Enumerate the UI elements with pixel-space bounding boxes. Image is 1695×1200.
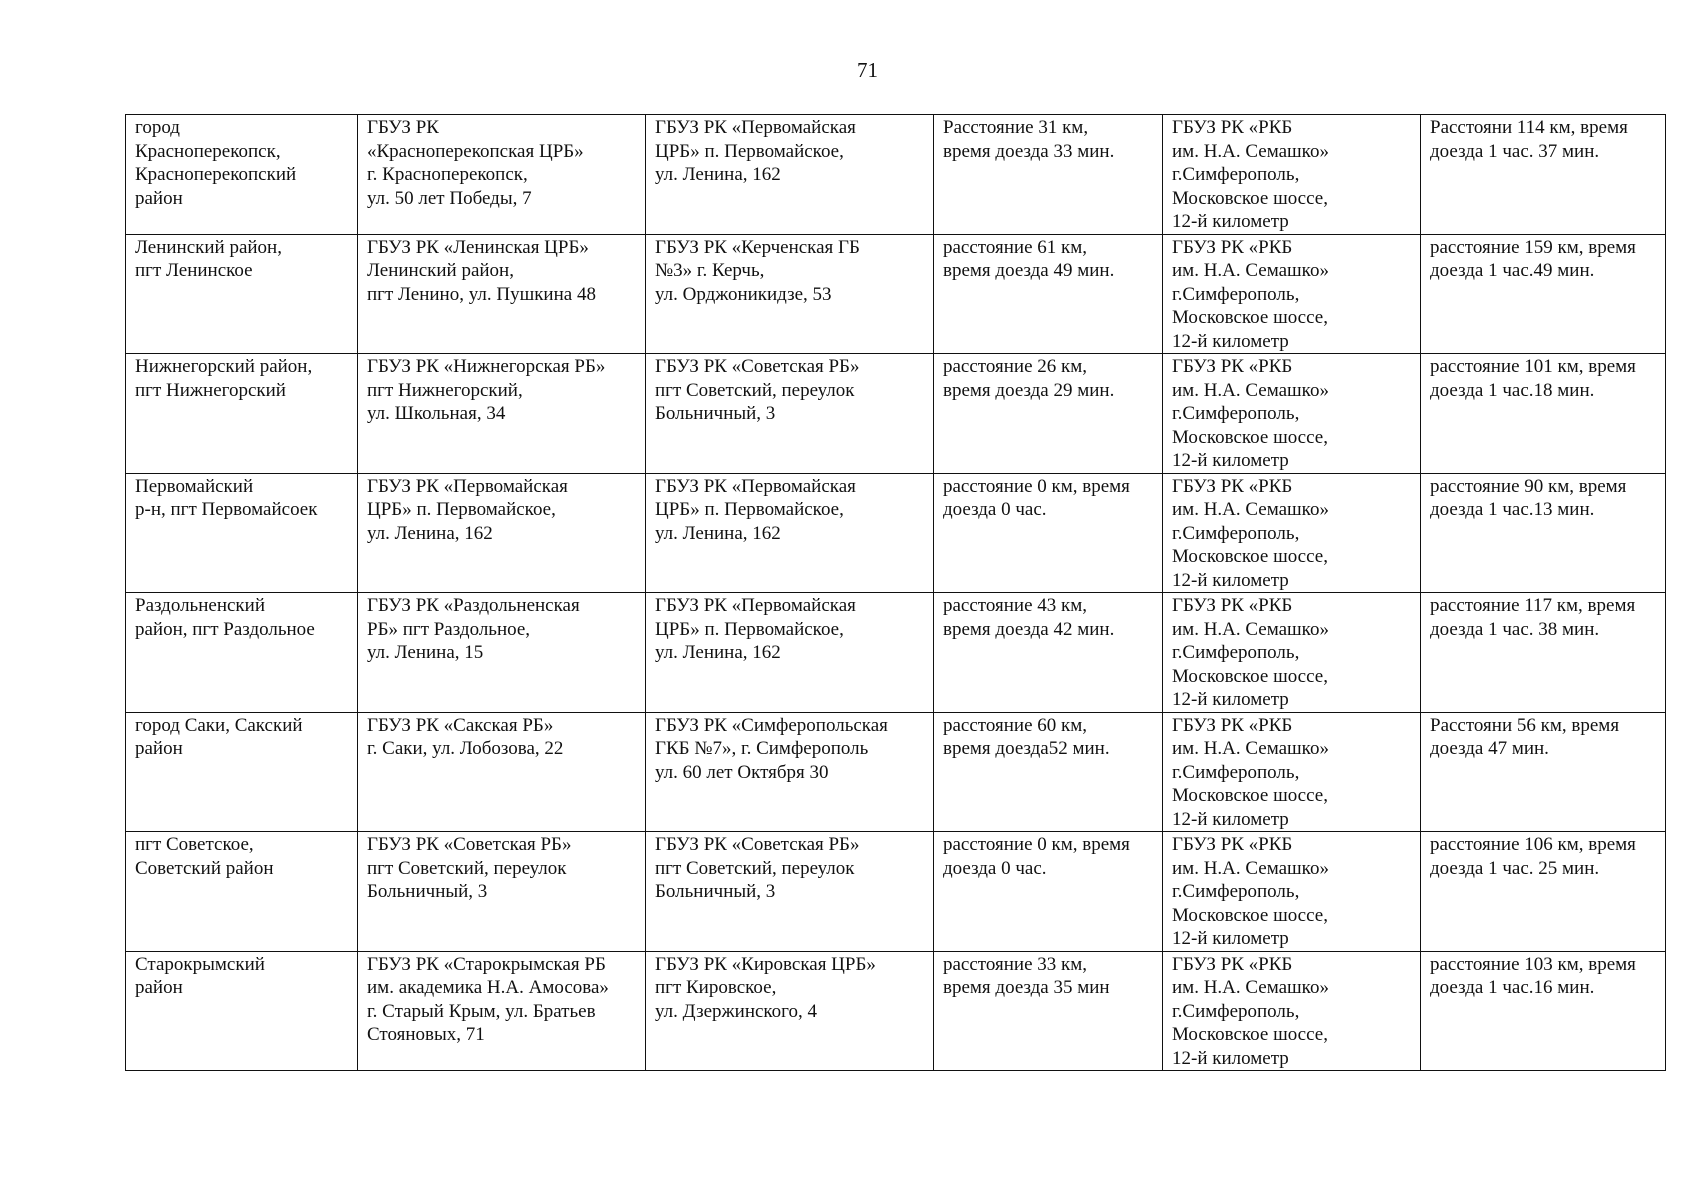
cell-territory: Нижнегорский район, пгт Нижнегорский [126, 354, 358, 474]
routing-table [125, 114, 1666, 1071]
table-row [126, 593, 1666, 713]
cell-local-facility: ГБУЗ РК «Сакская РБ» г. Саки, ул. Лобозова, 22 [358, 712, 646, 832]
cell-republican-facility: ГБУЗ РК «РКБ им. Н.А. Семашко» г.Симферополь, Московское шоссе, 12-й километр [1163, 951, 1421, 1071]
cell-republican-facility: ГБУЗ РК «РКБ им. Н.А. Семашко» г.Симферополь, Московское шоссе, 12-й километр [1163, 712, 1421, 832]
cell-territory: город Саки, Сакский район [126, 712, 358, 832]
cell-territory: Старокрымский район [126, 951, 358, 1071]
cell-territory: Раздольненский район, пгт Раздольное [126, 593, 358, 713]
cell-interdistrict-distance: Расстояние 31 км, время доезда 33 мин. [934, 115, 1163, 235]
cell-local-facility: ГБУЗ РК «Ленинская ЦРБ» Ленинский район, пгт Ленино, ул. Пушкина 48 [358, 234, 646, 354]
cell-interdistrict-facility: ГБУЗ РК «Первомайская ЦРБ» п. Первомайское, ул. Ленина, 162 [646, 115, 934, 235]
cell-territory: пгт Советское, Советский район [126, 832, 358, 952]
table-row [126, 115, 1666, 235]
cell-interdistrict-facility: ГБУЗ РК «Советская РБ» пгт Советский, переулок Больничный, 3 [646, 832, 934, 952]
cell-interdistrict-facility: ГБУЗ РК «Первомайская ЦРБ» п. Первомайское, ул. Ленина, 162 [646, 473, 934, 593]
table-row [126, 712, 1666, 832]
cell-republican-distance: расстояние 103 км, время доезда 1 час.16 мин. [1421, 951, 1666, 1071]
cell-local-facility: ГБУЗ РК «Старокрымская РБ им. академика Н.А. Амосова» г. Старый Крым, ул. Братьев Стояновых, 71 [358, 951, 646, 1071]
cell-interdistrict-facility: ГБУЗ РК «Кировская ЦРБ» пгт Кировское, ул. Дзержинского, 4 [646, 951, 934, 1071]
table-row [126, 354, 1666, 474]
cell-republican-distance: расстояние 117 км, время доезда 1 час. 38 мин. [1421, 593, 1666, 713]
cell-local-facility: ГБУЗ РК «Красноперекопская ЦРБ» г. Красноперекопск, ул. 50 лет Победы, 7 [358, 115, 646, 235]
cell-territory: город Красноперекопск, Красноперекопский район [126, 115, 358, 235]
cell-republican-facility: ГБУЗ РК «РКБ им. Н.А. Семашко» г.Симферополь, Московское шоссе, 12-й километр [1163, 832, 1421, 952]
cell-interdistrict-distance: расстояние 43 км, время доезда 42 мин. [934, 593, 1163, 713]
cell-republican-distance: расстояние 101 км, время доезда 1 час.18 мин. [1421, 354, 1666, 474]
cell-interdistrict-distance: расстояние 33 км, время доезда 35 мин [934, 951, 1163, 1071]
cell-interdistrict-distance: расстояние 0 км, время доезда 0 час. [934, 832, 1163, 952]
cell-interdistrict-facility: ГБУЗ РК «Первомайская ЦРБ» п. Первомайское, ул. Ленина, 162 [646, 593, 934, 713]
cell-republican-facility: ГБУЗ РК «РКБ им. Н.А. Семашко» г.Симферополь, Московское шоссе, 12-й километр [1163, 473, 1421, 593]
cell-territory: Первомайский р-н, пгт Первомайсоек [126, 473, 358, 593]
table-row [126, 832, 1666, 952]
cell-interdistrict-facility: ГБУЗ РК «Керченская ГБ №3» г. Керчь, ул. Орджоникидзе, 53 [646, 234, 934, 354]
cell-republican-distance: Расстояни 114 км, время доезда 1 час. 37 мин. [1421, 115, 1666, 235]
table-body [126, 115, 1666, 1071]
cell-republican-distance: расстояние 106 км, время доезда 1 час. 25 мин. [1421, 832, 1666, 952]
cell-local-facility: ГБУЗ РК «Нижнегорская РБ» пгт Нижнегорский, ул. Школьная, 34 [358, 354, 646, 474]
cell-republican-distance: Расстояни 56 км, время доезда 47 мин. [1421, 712, 1666, 832]
cell-local-facility: ГБУЗ РК «Раздольненская РБ» пгт Раздольное, ул. Ленина, 15 [358, 593, 646, 713]
cell-territory: Ленинский район, пгт Ленинское [126, 234, 358, 354]
table-row [126, 234, 1666, 354]
cell-republican-distance: расстояние 159 км, время доезда 1 час.49 мин. [1421, 234, 1666, 354]
table-row [126, 473, 1666, 593]
page-number: 71 [857, 58, 878, 82]
cell-interdistrict-distance: расстояние 0 км, время доезда 0 час. [934, 473, 1163, 593]
cell-republican-facility: ГБУЗ РК «РКБ им. Н.А. Семашко» г.Симферополь, Московское шоссе, 12-й километр [1163, 115, 1421, 235]
table-row [126, 951, 1666, 1071]
cell-interdistrict-facility: ГБУЗ РК «Симферопольская ГКБ №7», г. Симферополь ул. 60 лет Октября 30 [646, 712, 934, 832]
cell-local-facility: ГБУЗ РК «Советская РБ» пгт Советский, переулок Больничный, 3 [358, 832, 646, 952]
cell-republican-facility: ГБУЗ РК «РКБ им. Н.А. Семашко» г.Симферополь, Московское шоссе, 12-й километр [1163, 593, 1421, 713]
cell-republican-distance: расстояние 90 км, время доезда 1 час.13 мин. [1421, 473, 1666, 593]
cell-interdistrict-distance: расстояние 26 км, время доезда 29 мин. [934, 354, 1163, 474]
cell-republican-facility: ГБУЗ РК «РКБ им. Н.А. Семашко» г.Симферополь, Московское шоссе, 12-й километр [1163, 354, 1421, 474]
cell-interdistrict-distance: расстояние 60 км, время доезда52 мин. [934, 712, 1163, 832]
cell-interdistrict-facility: ГБУЗ РК «Советская РБ» пгт Советский, переулок Больничный, 3 [646, 354, 934, 474]
cell-interdistrict-distance: расстояние 61 км, время доезда 49 мин. [934, 234, 1163, 354]
cell-local-facility: ГБУЗ РК «Первомайская ЦРБ» п. Первомайское, ул. Ленина, 162 [358, 473, 646, 593]
cell-republican-facility: ГБУЗ РК «РКБ им. Н.А. Семашко» г.Симферополь, Московское шоссе, 12-й километр [1163, 234, 1421, 354]
